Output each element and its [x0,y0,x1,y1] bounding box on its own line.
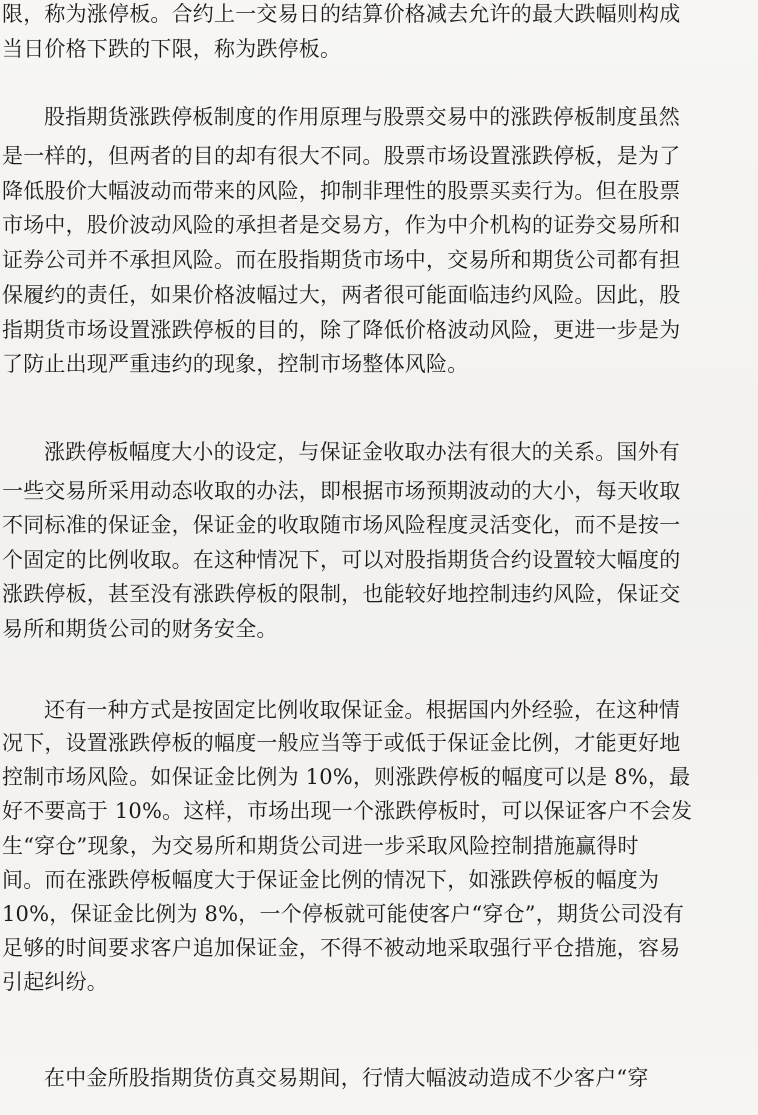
paragraph-2-line-8: 了防止出现严重违约的现象，控制市场整体风险。 [2,352,469,376]
paragraph-3-line-4: 个固定的比例收取。在这种情况下，可以对股指期货合约设置较大幅度的 [2,548,681,572]
paragraph-4-line-9: 引起纠纷。 [2,970,108,994]
paragraph-5-line-1: 在中金所股指期货仿真交易期间，行情大幅波动造成不少客户“穿 [44,1066,649,1090]
paragraph-4-line-2: 况下，设置涨跌停板的幅度一般应当等于或低于保证金比例，才能更好地 [2,731,681,755]
paragraph-4-line-6: 间。而在涨跌停板幅度大于保证金比例的情况下，如涨跌停板的幅度为 [2,868,660,892]
paragraph-2-line-3: 降低股价大幅波动而带来的风险，抑制非理性的股票买卖行为。但在股票 [2,179,681,203]
paragraph-4-line-8: 足够的时间要求客户追加保证金，不得不被动地采取强行平仓措施，容易 [2,936,681,960]
paragraph-4-line-4: 好不要高于 10%。这样，市场出现一个涨跌停板时，可以保证客户不会发 [2,799,693,823]
paragraph-3-line-6: 易所和期货公司的财务安全。 [2,617,278,641]
paragraph-3-line-1: 涨跌停板幅度大小的设定，与保证金收取办法有很大的关系。国外有 [44,440,680,464]
paragraph-3-line-3: 不同标准的保证金，保证金的收取随市场风险程度灵活变化，而不是按一 [2,513,681,537]
paragraph-3-line-2: 一些交易所采用动态收取的办法，即根据市场预期波动的大小，每天收取 [2,479,681,503]
paragraph-4-line-3: 控制市场风险。如保证金比例为 10%，则涨跌停板的幅度可以是 8%，最 [2,765,691,789]
paragraph-2-line-6: 保履约的责任，如果价格波幅过大，两者很可能面临违约风险。因此，股 [2,283,681,307]
paragraph-2-line-1: 股指期货涨跌停板制度的作用原理与股票交易中的涨跌停板制度虽然 [44,105,680,129]
paragraph-4-line-5: 生“穿仓”现象，为交易所和期货公司进一步采取风险控制措施赢得时 [2,834,639,858]
paragraph-2-line-7: 指期货市场设置涨跌停板的目的，除了降低价格波动风险，更进一步是为 [2,318,681,342]
paragraph-2-line-2: 是一样的，但两者的目的却有很大不同。股票市场设置涨跌停板，是为了 [2,144,681,168]
paragraph-1-line-2: 当日价格下跌的下限，称为跌停板。 [2,37,342,61]
paragraph-2-line-5: 证券公司并不承担风险。而在股指期货市场中，交易所和期货公司都有担 [2,248,681,272]
paragraph-4-line-7: 10%，保证金比例为 8%，一个停板就可能使客户“穿仓”，期货公司没有 [2,902,685,926]
paragraph-4-line-1: 还有一种方式是按固定比例收取保证金。根据国内外经验，在这种情 [44,698,680,722]
paragraph-2-line-4: 市场中，股价波动风险的承担者是交易方，作为中介机构的证券交易所和 [2,213,681,237]
paragraph-3-line-5: 涨跌停板，甚至没有涨跌停板的限制，也能较好地控制违约风险，保证交 [2,582,681,606]
paragraph-1-line-1: 限，称为涨停板。合约上一交易日的结算价格减去允许的最大跌幅则构成 [2,2,681,26]
